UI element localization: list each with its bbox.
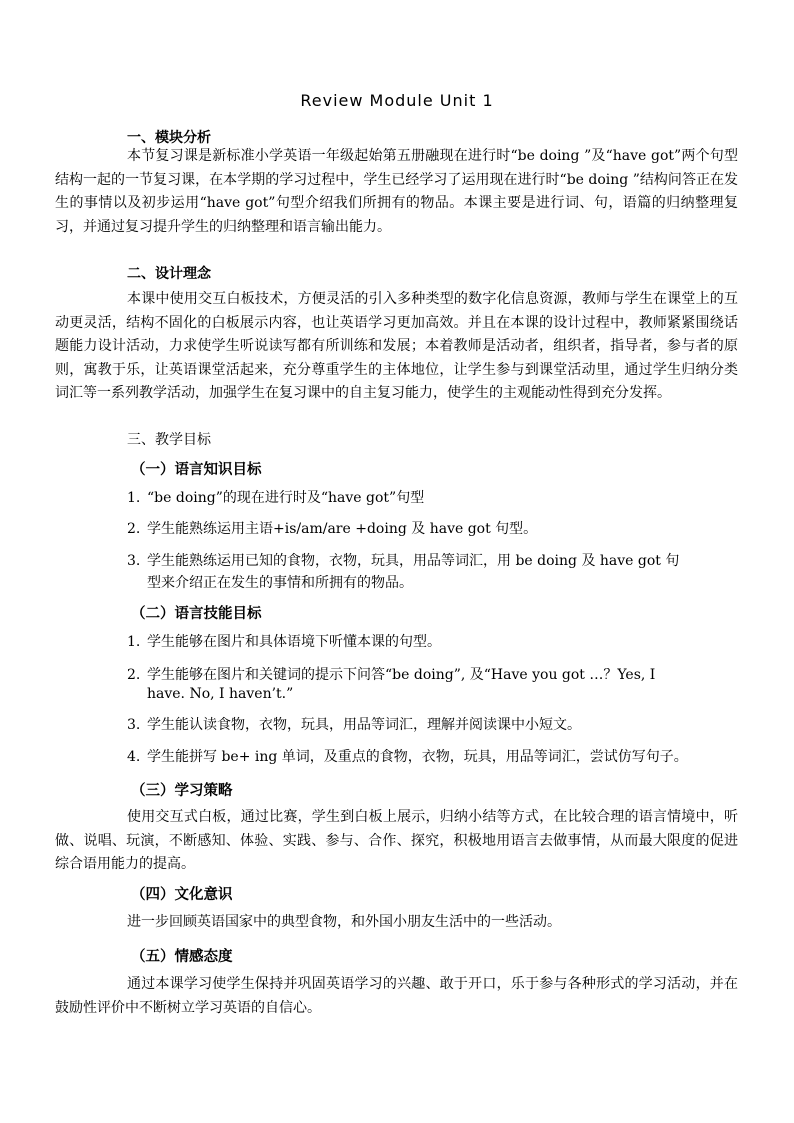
section-2-heading: 二、设计理念 — [127, 266, 211, 282]
section-1-heading: 一、模块分析 — [127, 130, 211, 146]
list-item-number: 1. — [127, 490, 141, 506]
subsection-5-heading: （五）情感态度 — [131, 948, 233, 965]
list-item — [127, 486, 739, 510]
list-item-text: “be doing”的现在进行时及“have got”句型 — [147, 490, 425, 506]
subsection-1-heading: （一）语言知识目标 — [131, 461, 262, 478]
subsection-4-heading: （四）文化意识 — [131, 886, 233, 903]
list-item-text: 学生能拼写 be+ ing 单词，及重点的食物，衣物，玩具，用品等词汇，尝试仿写句子。 — [147, 749, 688, 765]
list-item-number: 3. — [127, 553, 141, 569]
section-1-paragraph: 本节复习课是新标准小学英语一年级起始第五册融现在进行时“be doing ”及“have got”两个句型结构一起的一节复习课，在本学期的学习过程中，学生已经学习了运用现在进行时“be doing ”结构问答正在发生的事情以及初步运用“have got”句型介绍我们所拥有的物品。本课主要是进行词、句，语篇的归纳整理复习，并通过复习提升学生的归纳整理和语言输出能力。 — [55, 148, 738, 235]
list-item-continuation: 型来介绍正在发生的事情和所拥有的物品。 — [147, 575, 413, 591]
list-item-continuation: have. No, I haven’t.” — [147, 686, 294, 702]
list-item-number: 1. — [127, 634, 141, 650]
list-item-text: 学生能熟练运用已知的食物，衣物，玩具，用品等词汇，用 be doing 及 have got 句 — [147, 553, 680, 569]
section-2-paragraph: 本课中使用交互白板技术，方便灵活的引入多种类型的数字化信息资源，教师与学生在课堂上的互动更灵活，结构不固化的白板展示内容，也让英语学习更加高效。并且在本课的设计过程中，教师紧紧围绕话题能力设计活动，力求使学生听说读写都有所训练和发展；本着教师是活动者，组织者，指导者，参与者的原则，寓教于乐，让英语课堂活起来，充分尊重学生的主体地位，让学生参与到课堂活动里，通过学生归纳分类词汇等一系列教学活动，加强学生在复习课中的自主复习能力，使学生的主观能动性得到充分发挥。 — [55, 291, 738, 402]
list-item-text: 学生能熟练运用主语+is/am/are +doing 及 have got 句型。 — [147, 521, 538, 537]
list-item-number: 3. — [127, 717, 141, 733]
list-item-number: 2. — [127, 667, 141, 683]
list-item — [127, 549, 739, 573]
section-3-heading: 三、教学目标 — [127, 432, 211, 448]
list-item — [127, 663, 739, 687]
subsection-4-paragraph: 进一步回顾英语国家中的典型食物，和外国小朋友生活中的一些活动。 — [127, 914, 561, 930]
subsection-2-heading: （二）语言技能目标 — [131, 605, 262, 622]
list-item — [127, 745, 739, 769]
list-item — [127, 517, 739, 541]
page-title: Review Module Unit 1 — [300, 91, 494, 110]
subsection-3-paragraph: 使用交互式白板，通过比赛，学生到白板上展示，归纳小结等方式，在比较合理的语言情境中，听做、说唱、玩演，不断感知、体验、实践、参与、合作、探究，积极地用语言去做事情，从而最大限度的促进综合语用能力的提高。 — [55, 809, 738, 873]
list-item — [127, 630, 739, 654]
subsection-5-paragraph: 通过本课学习使学生保持并巩固英语学习的兴趣、敢于开口，乐于参与各种形式的学习活动，并在鼓励性评价中不断树立学习英语的自信心。 — [55, 976, 738, 1016]
subsection-3-heading: （三）学习策略 — [131, 782, 233, 799]
list-item-text: 学生能够在图片和关键词的提示下问答“be doing”, 及“Have you got …？Yes, I — [147, 667, 656, 683]
list-item-text: 学生能够在图片和具体语境下听懂本课的句型。 — [147, 634, 441, 650]
list-item — [127, 713, 739, 737]
list-item-text: 学生能认读食物，衣物，玩具，用品等词汇，理解并阅读课中小短文。 — [147, 717, 581, 733]
list-item-number: 2. — [127, 521, 141, 537]
list-item-number: 4. — [127, 749, 141, 765]
